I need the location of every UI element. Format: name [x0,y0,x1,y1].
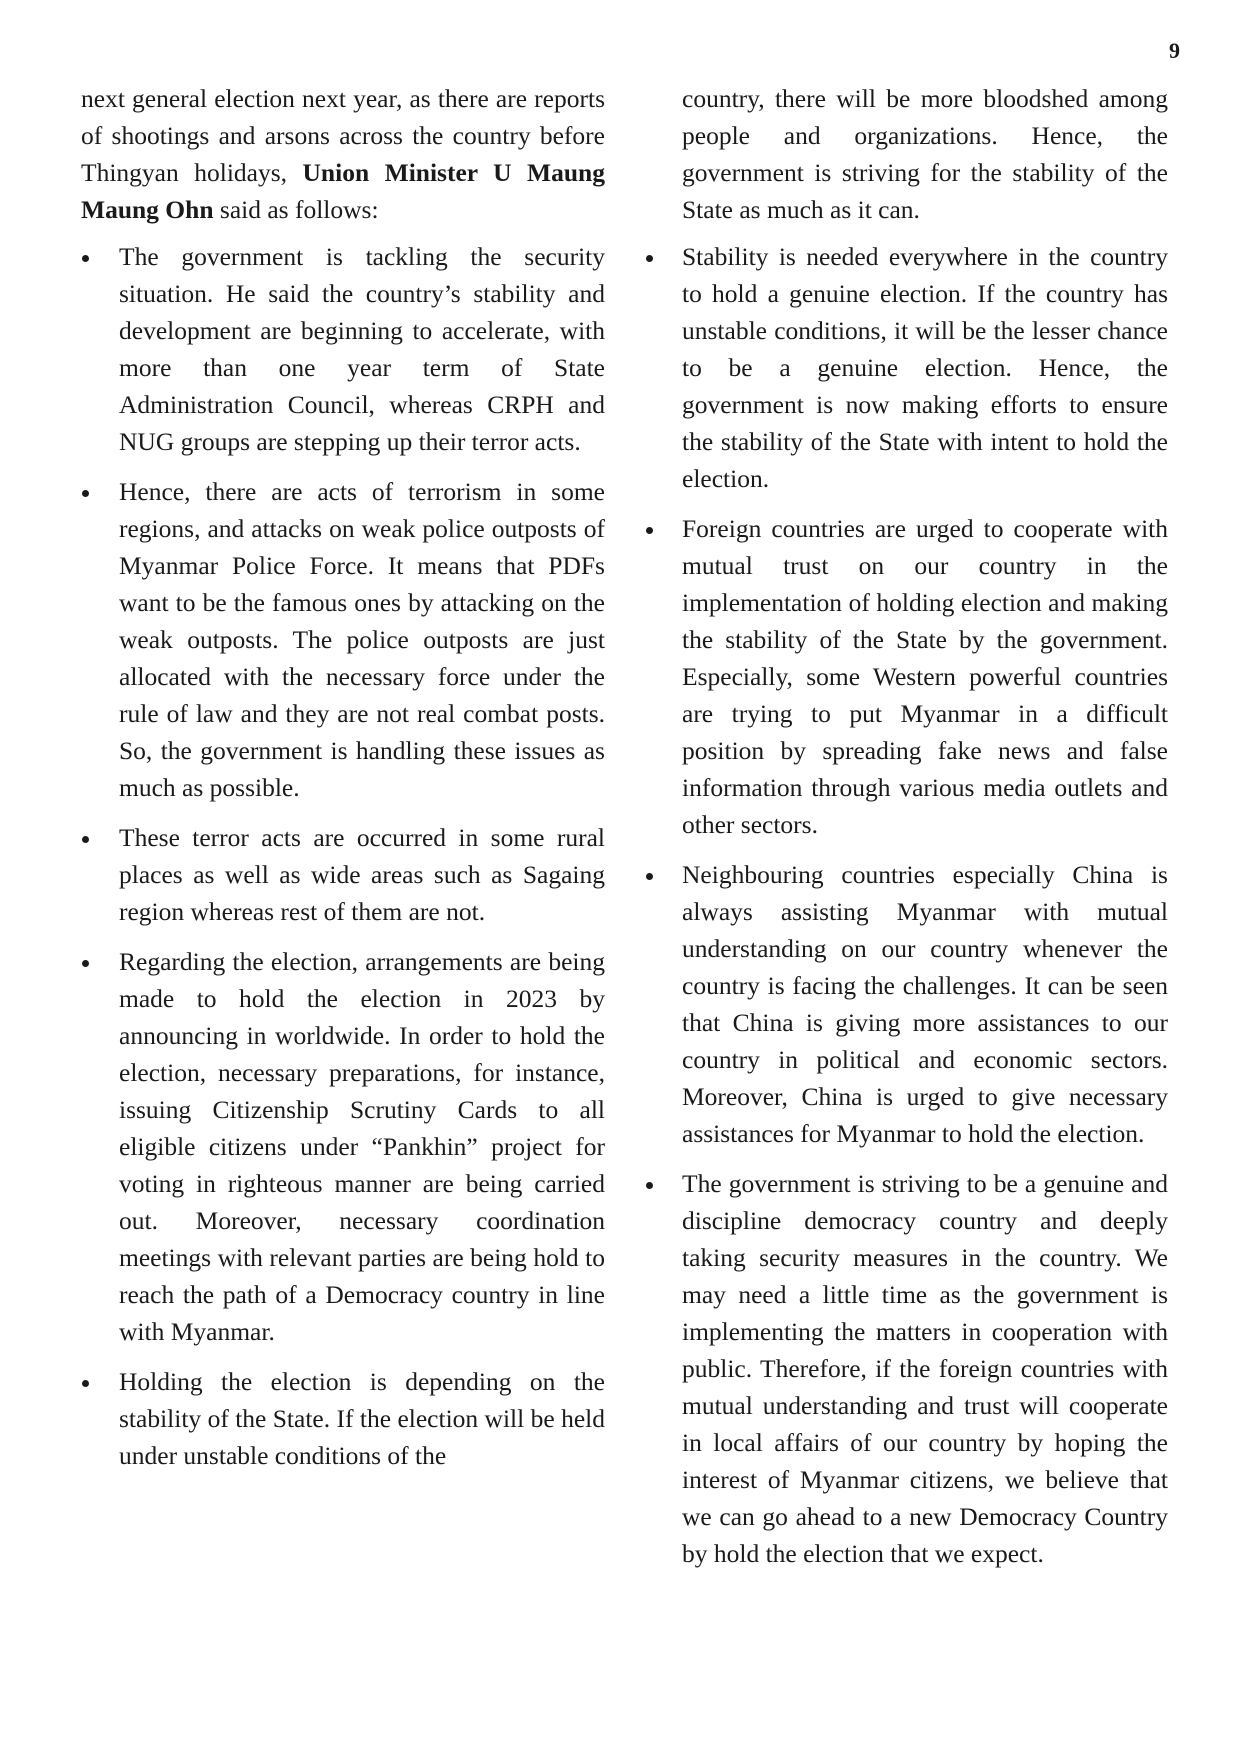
bullet-item [81,1363,605,1474]
bullet-item [682,238,1168,497]
bullet-text: Stability is needed everywhere in the country to hold a genuine election. If the country has unstable conditions, it will be the lesser chance to be a genuine election. Hence, the government is now making efforts to ensure the stability of the State with intent to hold the election. [682,242,1168,493]
bullet-text: Holding the election is depending on the stability of the State. If the election will be held under unstable conditions of the [119,1367,605,1470]
bullet-item [81,819,605,930]
bullet-item [81,473,605,806]
bullet-icon [82,960,89,967]
bullet-text: Regarding the election, arrangements are being made to hold the election in 2023 by announcing in worldwide. In order to hold the election, necessary preparations, for instance, issuing Citizenship Scrutiny Cards to all eligible citizens under “Pankhin” project for voting in righteous manner are being carried out. Moreover, necessary coordination meetings with relevant parties are being hold to reach the path of a Democracy country in line with Myanmar. [119,947,605,1346]
intro-text-end: said as follows: [213,195,379,224]
bullet-item [682,856,1168,1152]
bullet-icon [82,255,89,262]
bullet-item [81,943,605,1350]
bullet-icon [82,490,89,497]
continuation-paragraph: country, there will be more bloodshed among people and organizations. Hence, the government is striving for the stability of the State as much as it can. [682,84,1168,224]
bullet-text: Foreign countries are urged to cooperate with mutual trust on our country in the implementation of holding election and making the stability of the State by the government. Especially, some Western powerful countries are trying to put Myanmar in a difficult position by spreading fake news and false information through various media outlets and other sectors. [682,514,1168,839]
bullet-icon [646,873,653,880]
intro-minister-name: Union Minister U Maung Maung Ohn [81,158,605,224]
bullet-text: Neighbouring countries especially China is always assisting Myanmar with mutual understanding on our country whenever the country is facing the challenges. It can be seen that China is giving more assistances to our country in political and economic sectors. Moreover, China is urged to give necessary assistances for Myanmar to hold the election. [682,860,1168,1148]
bullet-item [682,510,1168,843]
right-column [682,80,1168,1585]
bullet-text: The government is tackling the security situation. He said the country’s stability and development are beginning to accelerate, with more than one year term of State Administration Council, whereas CRPH and NUG groups are stepping up their terror acts. [119,242,605,456]
bullet-text: These terror acts are occurred in some rural places as well as wide areas such as Sagaing region whereas rest of them are not. [119,823,605,926]
bullet-icon [646,1182,653,1189]
bullet-icon [646,527,653,534]
intro-text-start: next general election next year, as there are reports of shootings and arsons across the country before Thingyan holidays, [81,84,605,187]
bullet-icon [646,255,653,262]
right-bullet-list [682,238,1168,1572]
left-column [81,80,605,1487]
bullet-icon [82,1380,89,1387]
bullet-item [682,1165,1168,1572]
bullet-text: Hence, there are acts of terrorism in some regions, and attacks on weak police outposts of Myanmar Police Force. It means that PDFs want to be the famous ones by attacking on the weak outposts. The police outposts are just allocated with the necessary force under the rule of law and they are not real combat posts. So, the government is handling these issues as much as possible. [119,477,605,802]
left-bullet-list [81,238,605,1474]
page-number: 9 [1169,38,1180,63]
bullet-item [81,238,605,460]
intro-paragraph [81,80,605,228]
bullet-text: The government is striving to be a genuine and discipline democracy country and deeply taking security measures in the country. We may need a little time as the government is implementing the matters in cooperation with public. Therefore, if the foreign countries with mutual understanding and trust will cooperate in local affairs of our country by hoping the interest of Myanmar citizens, we believe that we can go ahead to a new Democracy Country by hold the election that we expect. [682,1169,1168,1568]
bullet-icon [82,836,89,843]
